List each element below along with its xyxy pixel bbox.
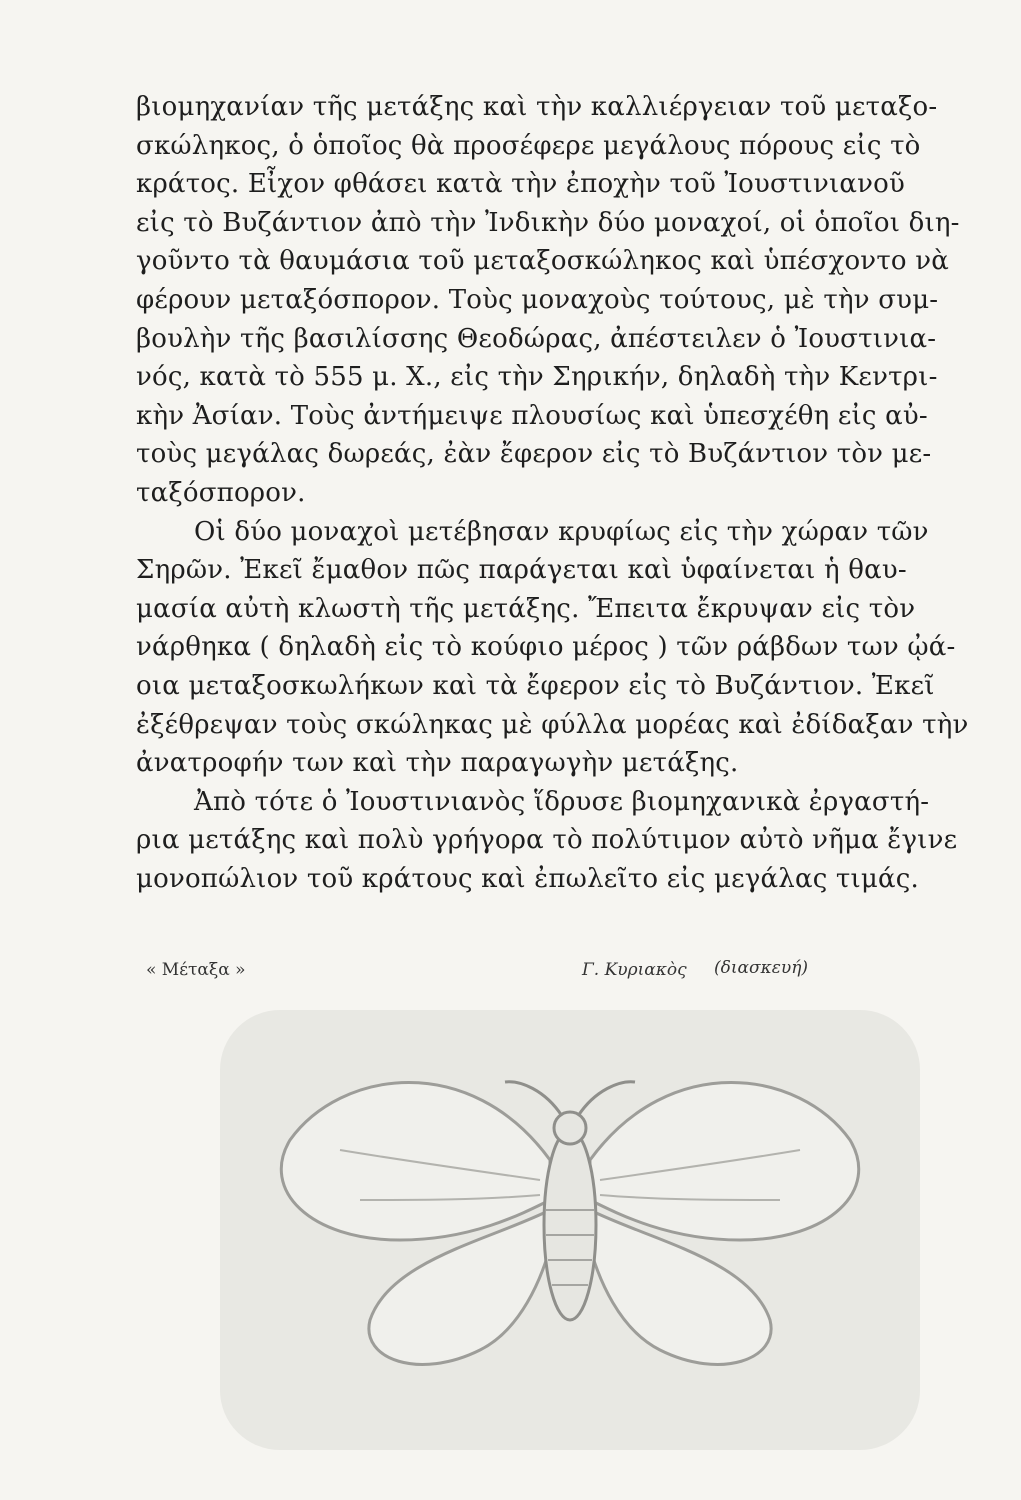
source-note: (διασκευή) [714, 958, 809, 978]
source-title: « Μέταξα » [146, 960, 246, 980]
text-line: βιομηχανίαν τῆς μετάξης καὶ τὴν καλλιέργειαν τοῦ μεταξο- [136, 92, 938, 122]
paragraph-first-line: Ἀπὸ τότε ὁ Ἰουστινιανὸς ἵδρυσε βιομηχανικὰ ἐργαστή- [194, 786, 930, 817]
source-attribution [146, 960, 886, 990]
text-line: νός, κατὰ τὸ 555 μ. Χ., εἰς τὴν Σηρικήν, δηλαδὴ τὴν Κεντρι- [136, 362, 938, 393]
silk-moth-icon [220, 1010, 920, 1450]
text-line: ἀνατροφήν των καὶ τὴν παραγωγὴν μετάξης. [136, 748, 739, 779]
text-line: κράτος. Εἶχον φθάσει κατὰ τὴν ἐποχὴν τοῦ Ἰουστινιανοῦ [136, 169, 905, 200]
source-author: Γ. Κυριακὸς [582, 960, 687, 980]
text-line: βουλὴν τῆς βασιλίσσης Θεοδώρας, ἀπέστειλεν ὁ Ἰουστινια- [136, 323, 937, 354]
text-line: Σηρῶν. Ἐκεῖ ἔμαθον πῶς παράγεται καὶ ὑφαίνεται ἡ θαυ- [136, 555, 907, 586]
silk-moth-illustration [220, 1010, 920, 1450]
text-line: οια μεταξοσκωλήκων καὶ τὰ ἔφερον εἰς τὸ Βυζάντιον. Ἐκεῖ [136, 670, 935, 701]
paragraph-first-line: Οἱ δύο μοναχοὶ μετέβησαν κρυφίως εἰς τὴν χώραν τῶν [194, 516, 929, 547]
text-line: κὴν Ἀσίαν. Τοὺς ἀντήμειψε πλουσίως καὶ ὑπεσχέθη εἰς αὐ- [136, 400, 928, 431]
text-line: σκώληκος, ὁ ὁποῖος θὰ προσέφερε μεγάλους πόρους εἰς τὸ [136, 130, 921, 161]
text-line: ταξόσπορον. [136, 477, 306, 508]
text-line: ρια μετάξης καὶ πολὺ γρήγορα τὸ πολύτιμον αὐτὸ νῆμα ἔγινε [136, 825, 958, 856]
text-line: φέρουν μεταξόσπορον. Τοὺς μοναχοὺς τούτους, μὲ τὴν συμ- [136, 284, 939, 315]
text-line: μονοπώλιον τοῦ κράτους καὶ ἐπωλεῖτο εἰς μεγάλας τιμάς. [136, 863, 919, 894]
text-line: γοῦντο τὰ θαυμάσια τοῦ μεταξοσκώληκος καὶ ὑπέσχοντο νὰ [136, 246, 949, 277]
text-line: ἐξέθρεψαν τοὺς σκώληκας μὲ φύλλα μορέας καὶ ἐδίδαξαν τὴν [136, 709, 969, 740]
text-line: τοὺς μεγάλας δωρεάς, ἐὰν ἔφερον εἰς τὸ Βυζάντιον τὸν με- [136, 439, 932, 470]
text-line: νάρθηκα ( δηλαδὴ εἰς τὸ κούφιο μέρος ) τῶν ράβδων των ᾠά- [136, 632, 956, 663]
text-line: μασία αὐτὴ κλωστὴ τῆς μετάξης. Ἔπειτα ἔκρυψαν εἰς τὸν [136, 593, 916, 624]
text-line: εἰς τὸ Βυζάντιον ἀπὸ τὴν Ἰνδικὴν δύο μοναχοί, οἱ ὁποῖοι διη- [136, 207, 960, 238]
text-body [136, 88, 969, 898]
